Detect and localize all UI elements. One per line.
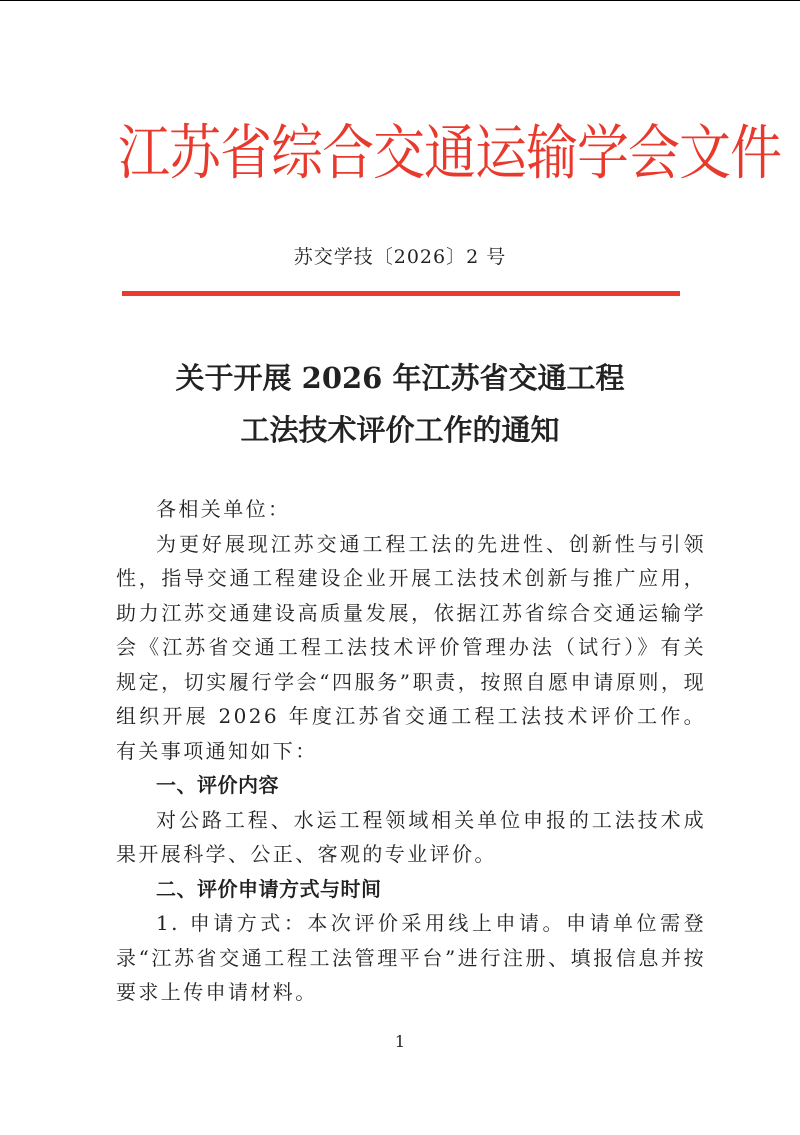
intro-paragraph: 为更好展现江苏交通工程工法的先进性、创新性与引领性，指导交通工程建设企业开展工法技术创新与推广应用，助力江苏交通建设高质量发展，依据江苏省综合交通运输学会《江苏省交通工程工法技术评价管理办法（试行）》有关规定，切实履行学会“四服务”职责，按照自愿申请原则，现组织开展 2026 年度江苏省交通工程工法技术评价工作。有关事项通知如下： xyxy=(116,531,706,763)
document-body xyxy=(116,492,706,1010)
section-heading-1: 一、评价内容 xyxy=(156,773,279,797)
section-2-paragraph: 1. 申请方式：本次评价采用线上申请。申请单位需登录“江苏省交通工程工法管理平台”进行注册、填报信息并按要求上传申请材料。 xyxy=(116,911,706,1004)
document-number: 苏交学技〔2026〕2 号 xyxy=(293,246,507,268)
notice-title-line2: 工法技术评价工作的通知 xyxy=(240,413,560,447)
salutation: 各相关单位： xyxy=(156,497,291,521)
notice-title-line1: 关于开展 2026 年江苏省交通工程 xyxy=(175,361,625,395)
page-number: 1 xyxy=(394,1032,406,1051)
org-header-title: 江苏省综合交通运输学会文件 xyxy=(118,119,782,189)
section-heading-2: 二、评价申请方式与时间 xyxy=(156,876,382,901)
section-1-paragraph: 对公路工程、水运工程领域相关单位申报的工法技术成果开展科学、公正、客观的专业评价。 xyxy=(116,807,706,866)
red-divider xyxy=(122,291,680,296)
page-top-border xyxy=(0,0,800,1)
